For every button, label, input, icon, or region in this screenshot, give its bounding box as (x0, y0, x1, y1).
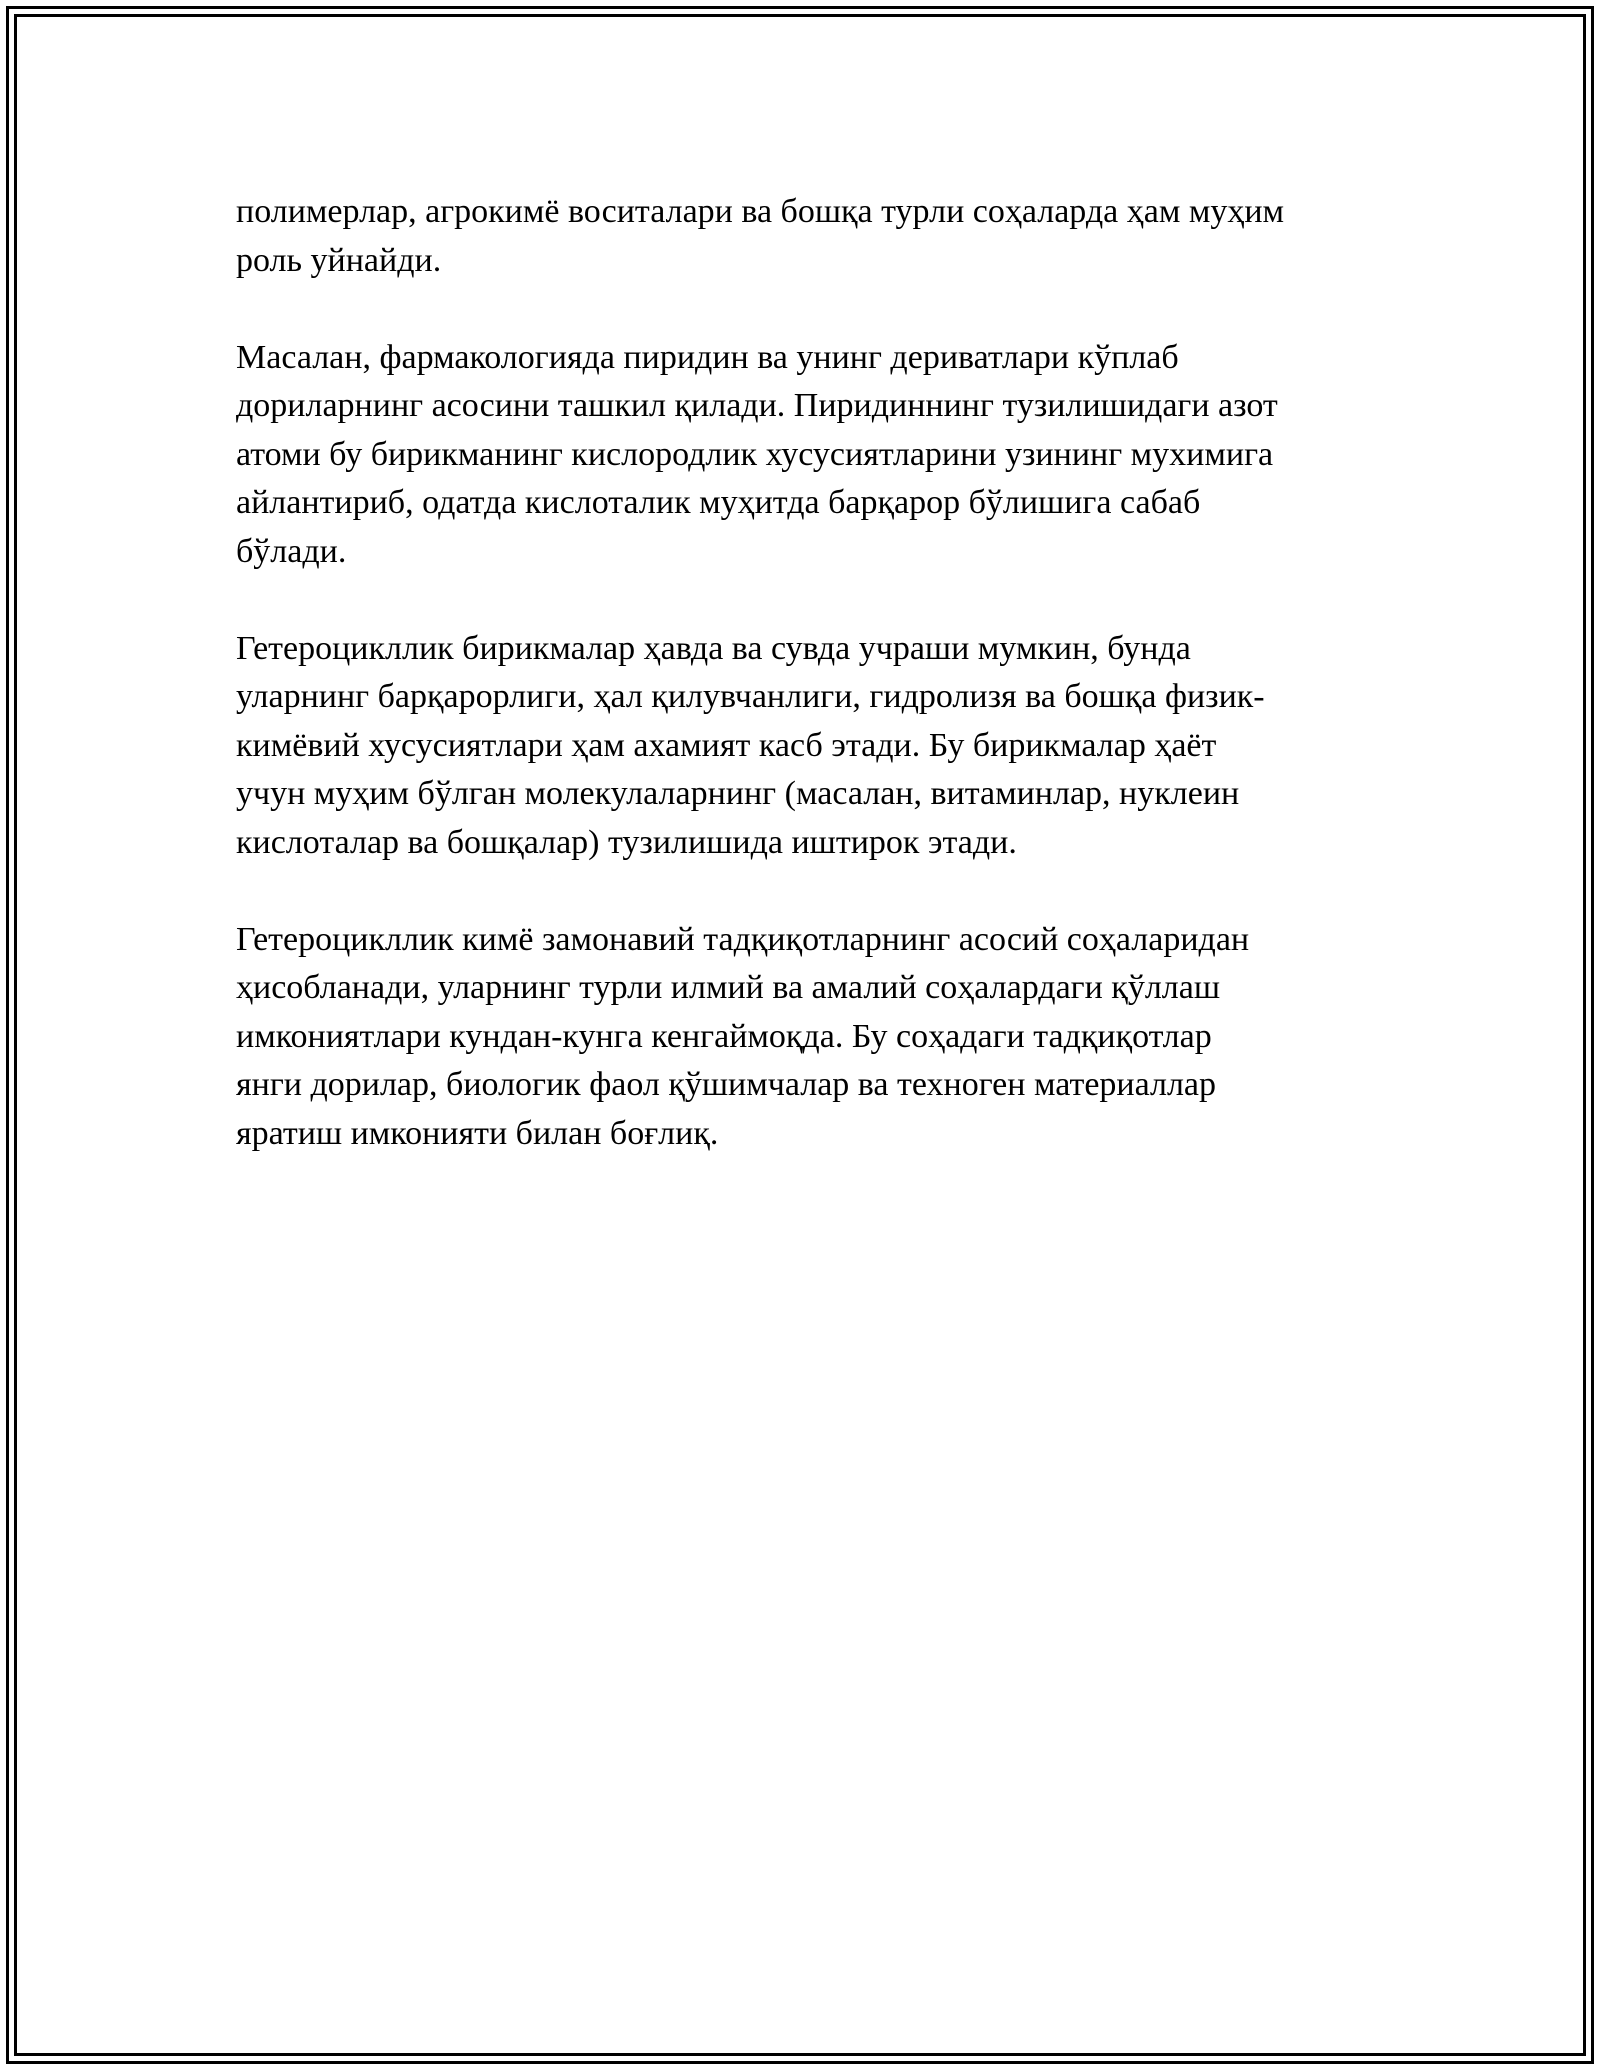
text-line: кимёвий хусусиятлари ҳам ахамият касб этади. Бу бирикмалар ҳаёт (236, 726, 1217, 764)
text-line: дориларнинг асосини ташкил қилади. Пиридиннинг тузилишидаги азот (236, 387, 1278, 424)
text-line: полимерлар, агрокимё воситалари ва бошқа турли соҳаларда ҳам муҳим (236, 193, 1285, 230)
text-line: уларнинг барқарорлиги, ҳал қилувчанлиги, гидролизя ва бошқа физик- (236, 678, 1265, 715)
text-line: айлантириб, одатда кислоталик муҳитда барқарор бўлишига сабаб (236, 484, 1201, 521)
paragraph-3 (236, 625, 1386, 868)
document-body (236, 188, 1386, 1207)
text-line: кислоталар ва бошқалар) тузилишида иштирок этади. (236, 823, 1017, 861)
text-line: Масалан, фармакологияда пиридин ва унинг дериватлари кўплаб (236, 338, 1179, 376)
text-line: атоми бу бирикманинг кислородлик хусусиятларини узининг мухимига (236, 435, 1274, 473)
text-line: Гетероцикллик кимё замонавий тадқиқотларнинг асосий соҳаларидан (236, 920, 1250, 958)
text-line: янги дорилар, биологик фаол қўшимчалар ва техноген материаллар (236, 1066, 1217, 1103)
text-line: ҳисобланади, уларнинг турли илмий ва амалий соҳалардаги қўллаш (236, 969, 1221, 1006)
text-line: учун муҳим бўлган молекулаларнинг (масалан, витаминлар, нуклеин (236, 775, 1240, 812)
text-line: роль уйнайди. (236, 241, 442, 279)
paragraph-1 (236, 188, 1386, 285)
text-line: Гетероцикллик бирикмалар ҳавда ва сувда учраши мумкин, бунда (236, 629, 1191, 667)
paragraph-2 (236, 334, 1386, 577)
text-line: бўлади. (236, 532, 347, 570)
paragraph-4 (236, 916, 1386, 1159)
text-line: яратиш имконияти билан боғлиқ. (236, 1114, 719, 1152)
text-line: имкониятлари кундан-кунга кенгаймоқда. Бу соҳадаги тадқиқотлар (236, 1017, 1212, 1055)
